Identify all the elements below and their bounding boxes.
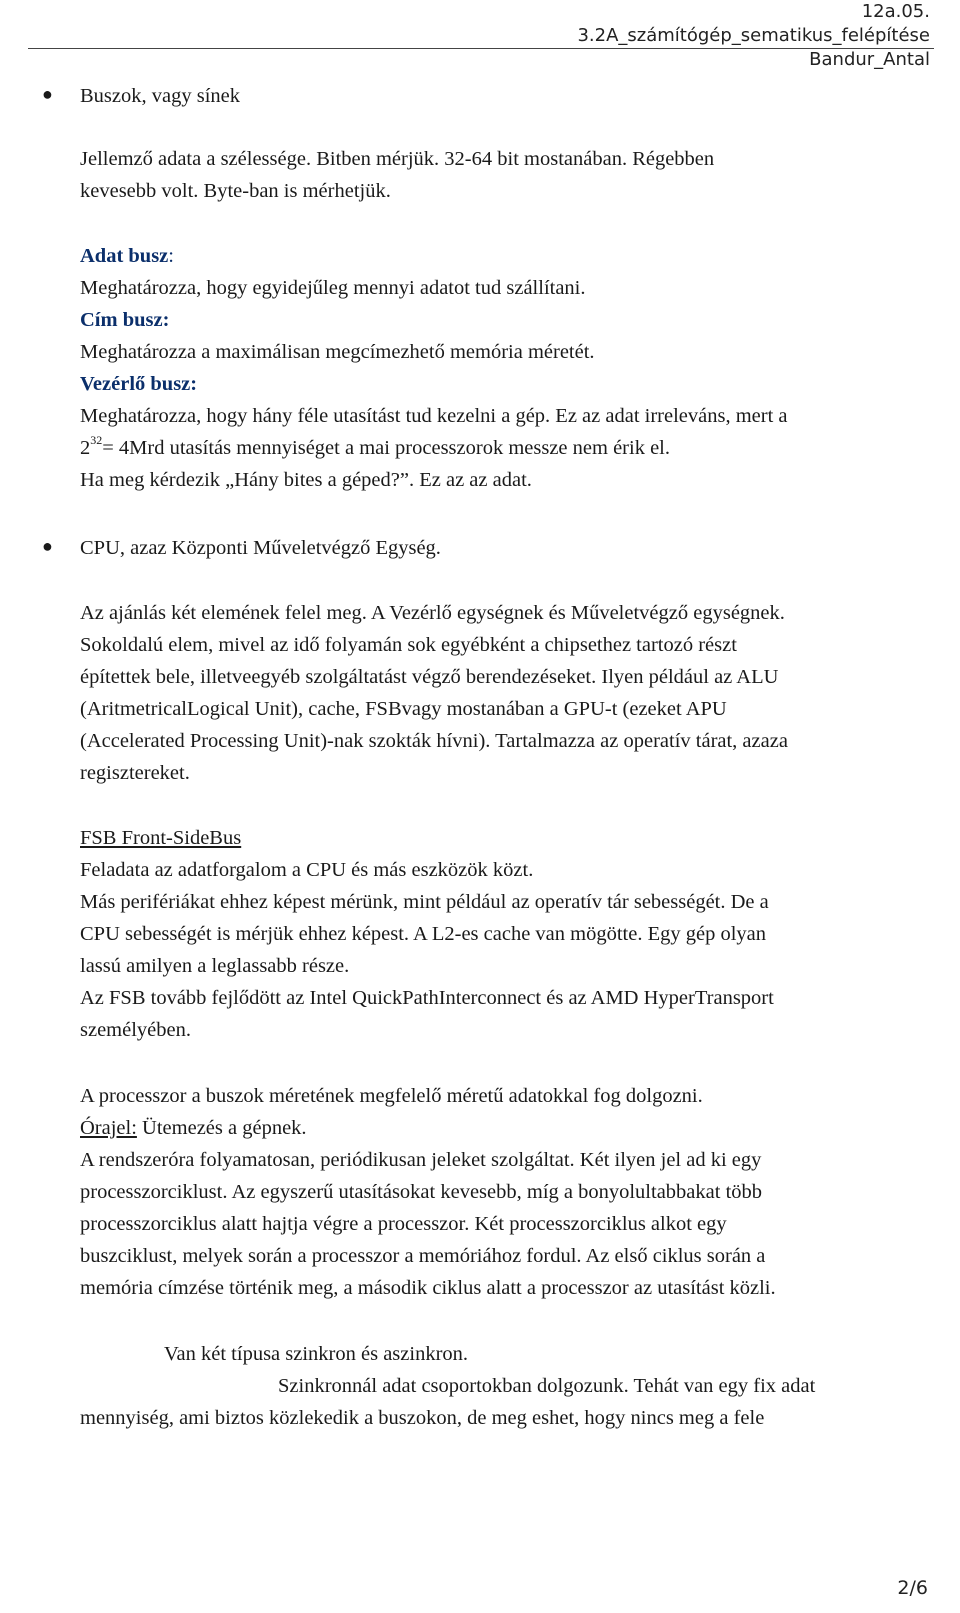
header-title: 3.2A_számítógép_sematikus_felépítése — [577, 25, 930, 46]
fsb-heading: FSB Front-SideBus — [80, 827, 242, 849]
clock-line: A rendszeróra folyamatosan, periódikusan jeleket szolgáltat. Két ilyen jel ad ki egy — [80, 1149, 762, 1171]
bullet-icon: ● — [42, 84, 53, 104]
clock-text: Ütemezés a gépnek. — [136, 1117, 307, 1139]
address-bus-text: Meghatározza a maximálisan megcímezhető memória méretét. — [80, 341, 595, 363]
power-base: 2 — [80, 437, 91, 459]
address-bus-heading: Cím busz: — [80, 309, 170, 331]
control-bus-heading: Vezérlő busz: — [80, 373, 198, 395]
header-author: Bandur_Antal — [809, 49, 930, 70]
data-bus-text: Meghatározza, hogy egyidejűleg mennyi adatot tud szállítani. — [80, 277, 586, 299]
data-bus-colon: : — [168, 245, 174, 267]
page-header — [577, 0, 930, 72]
fsb-line: CPU sebességét is mérjük ehhez képest. A L2-es cache van mögötte. Egy gép olyan — [80, 923, 766, 945]
control-bus-line — [80, 432, 670, 464]
fsb-line: Az FSB tovább fejlődött az Intel QuickPathInterconnect és az AMD HyperTransport — [80, 987, 774, 1009]
bullet-icon: ● — [42, 536, 53, 556]
bus-heading: Buszok, vagy sínek — [80, 85, 240, 107]
fsb-line: Feladata az adatforgalom a CPU és más eszközök közt. — [80, 859, 534, 881]
control-bus-line: Meghatározza, hogy hány féle utasítást tud kezelni a gép. Ez az adat irreleváns, mert a — [80, 405, 788, 427]
data-bus-label: Adat busz — [80, 245, 169, 267]
cpu-line: Sokoldalú elem, mivel az idő folyamán sok egyébként a chipsethez tartozó részt — [80, 634, 737, 656]
power-rest: = 4Mrd utasítás mennyiséget a mai processzorok messze nem érik el. — [102, 437, 670, 459]
control-bus-line: Ha meg kérdezik „Hány bites a géped?”. Ez az az adat. — [80, 469, 532, 491]
fsb-line: lassú amilyen a leglassabb része. — [80, 955, 350, 977]
fsb-line: személyében. — [80, 1019, 191, 1041]
header-date: 12a.05. — [861, 1, 930, 22]
cpu-line: (Accelerated Processing Unit)-nak szokták hívni). Tartalmazza az operatív tárat, azaza — [80, 730, 788, 752]
power-exponent: 32 — [90, 433, 103, 447]
bus-paragraph-line: Jellemző adata a szélessége. Bitben mérjük. 32-64 bit mostanában. Régebben — [80, 148, 715, 170]
header-divider — [28, 48, 934, 49]
clock-heading — [80, 1112, 307, 1144]
data-bus-heading — [80, 240, 174, 272]
page-number: 2/6 — [897, 1577, 928, 1599]
clock-line: processzorciklus alatt hajtja végre a processzor. Két processzorciklus alkot egy — [80, 1213, 727, 1235]
cpu-line: (AritmetricalLogical Unit), cache, FSBvagy mostanában a GPU-t (ezeket APU — [80, 698, 727, 720]
clock-line: buszciklust, melyek során a processzor a memóriához fordul. Az első ciklus során a — [80, 1245, 766, 1267]
bus-paragraph-line: kevesebb volt. Byte-ban is mérhetjük. — [80, 180, 391, 202]
fsb-line: Más perifériákat ehhez képest mérünk, mint például az operatív tár sebességét. De a — [80, 891, 769, 913]
processor-line: A processzor a buszok méretének megfelelő méretű adatokkal fog dolgozni. — [80, 1085, 703, 1107]
clock-label: Órajel: — [80, 1117, 137, 1139]
types-line: Van két típusa szinkron és aszinkron. — [164, 1343, 469, 1365]
sync-line: Szinkronnál adat csoportokban dolgozunk. Tehát van egy fix adat — [278, 1375, 816, 1397]
clock-line: memória címzése történik meg, a második ciklus alatt a processzor az utasítást közli. — [80, 1277, 776, 1299]
sync-line: mennyiség, ami biztos közlekedik a buszokon, de meg eshet, hogy nincs meg a fele — [80, 1407, 765, 1429]
cpu-line: Az ajánlás két elemének felel meg. A Vezérlő egységnek és Műveletvégző egységnek. — [80, 602, 785, 624]
cpu-line: építettek bele, illetveegyéb szolgáltatást végző berendezéseket. Ilyen például az ALU — [80, 666, 779, 688]
cpu-heading: CPU, azaz Központi Műveletvégző Egység. — [80, 537, 441, 559]
clock-line: processzorciklust. Az egyszerű utasításokat kevesebb, míg a bonyolultabbakat több — [80, 1181, 763, 1203]
cpu-line: regisztereket. — [80, 762, 190, 784]
